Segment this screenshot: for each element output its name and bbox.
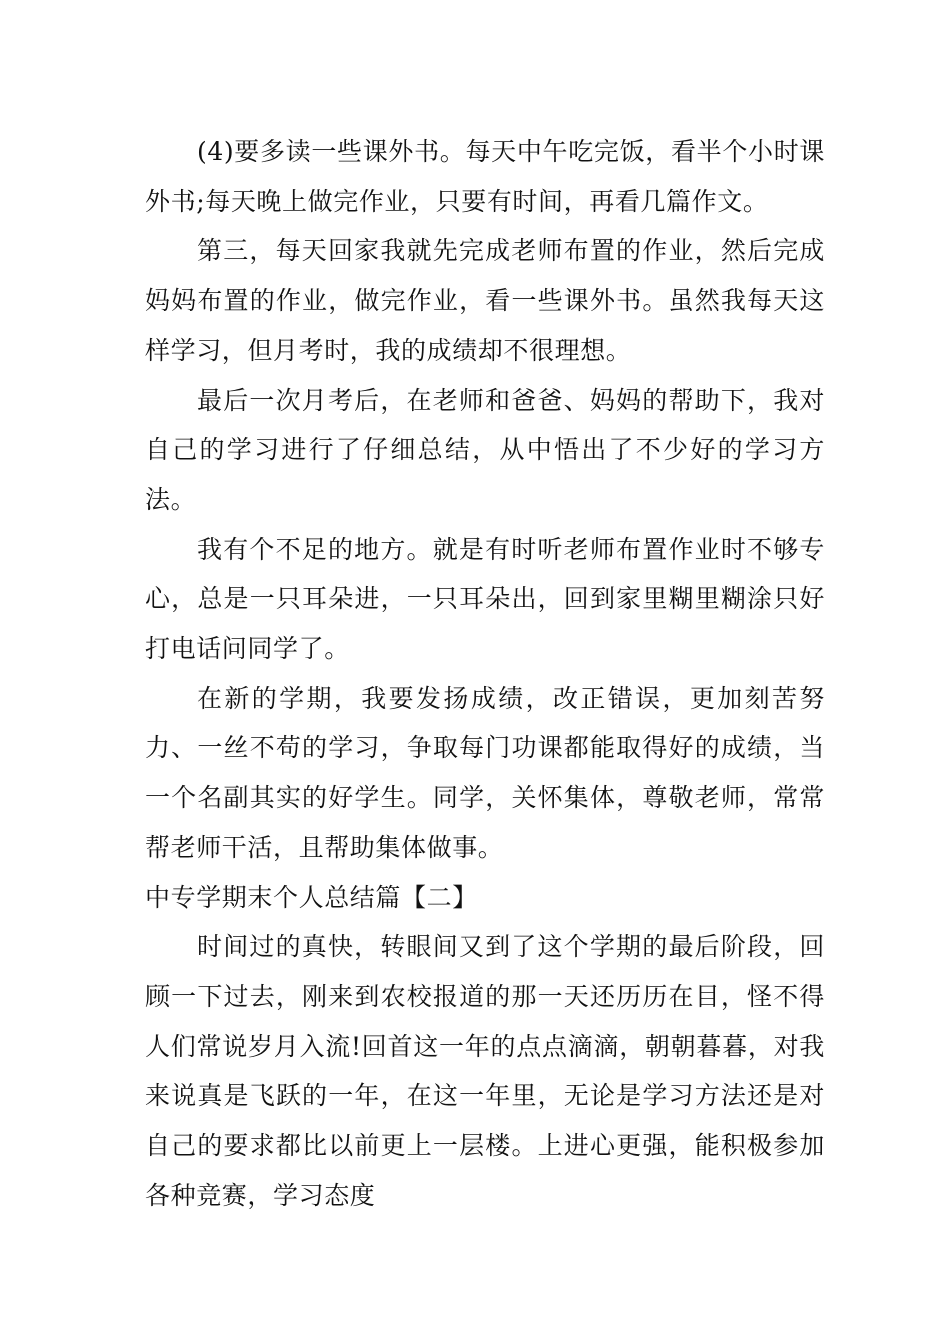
paragraph: 第三，每天回家我就先完成老师布置的作业，然后完成妈妈布置的作业，做完作业，看一些课外书。虽然我每天这样学习，但月考时，我的成绩却不很理想。: [145, 236, 825, 365]
paragraph: (4)要多读一些课外书。每天中午吃完饭，看半个小时课外书;每天晚上做完作业，只要有时间，再看几篇作文。: [145, 137, 825, 216]
paragraph: 最后一次月考后，在老师和爸爸、妈妈的帮助下，我对自己的学习进行了仔细总结，从中悟出了不少好的学习方法。: [145, 385, 825, 514]
section-heading: 中专学期末个人总结篇【二】: [145, 882, 478, 912]
document-body: [145, 127, 825, 1220]
paragraph: 在新的学期，我要发扬成绩，改正错误，更加刻苦努力、一丝不苟的学习，争取每门功课都能取得好的成绩，当一个名副其实的好学生。同学，关怀集体，尊敬老师，常常帮老师干活，且帮助集体做事。: [145, 683, 825, 862]
paragraph: 时间过的真快，转眼间又到了这个学期的最后阶段，回顾一下过去，刚来到农校报道的那一天还历历在目，怪不得人们常说岁月入流!回首这一年的点点滴滴，朝朝暮暮，对我来说真是飞跃的一年，在这一年里，无论是学习方法还是对自己的要求都比以前更上一层楼。上进心更强，能积极参加各种竞赛，学习态度: [145, 932, 825, 1210]
paragraph: 我有个不足的地方。就是有时听老师布置作业时不够专心，总是一只耳朵进，一只耳朵出，回到家里糊里糊涂只好打电话问同学了。: [145, 534, 825, 664]
